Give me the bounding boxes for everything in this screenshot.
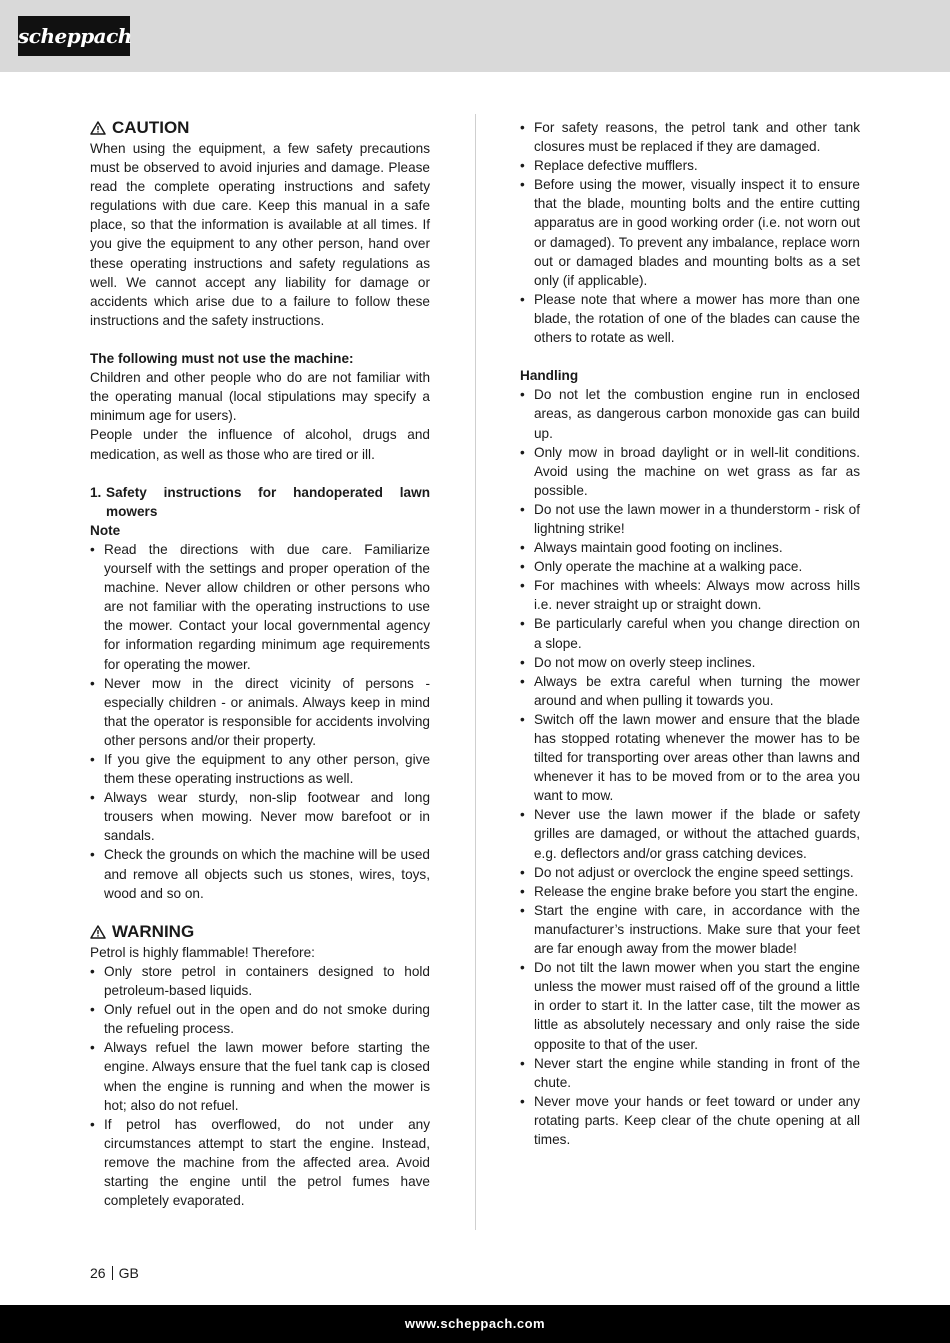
list-item: • Do not use the lawn mower in a thunderstorm - risk of lightning strike! [520,500,860,538]
list-item: • Always wear sturdy, non-slip footwear and long trousers when mowing. Never mow barefoot or in sandals. [90,788,430,845]
must-not-influence: People under the influence of alcohol, drugs and medication, as well as those who are tired or ill. [90,427,430,462]
section-1-title: Safety instructions for handoperated lawn mowers [106,484,430,519]
section-1-heading [90,483,430,521]
safety-list [520,118,860,347]
column-divider [475,114,476,1230]
page-separator [112,1266,113,1280]
page-language: GB [118,1265,139,1281]
list-item: • Release the engine brake before you start the engine. [520,882,860,901]
list-item: • Always be extra careful when turning the mower around and when pulling it towards you. [520,672,860,710]
must-not-children: Children and other people who do are not familiar with the operating manual (local stipulations may specify a minimum age for users). [90,370,430,424]
caution-text: When using the equipment, a few safety precautions must be observed to avoid injuries and damage. Please read the complete operating instructions and safety regulations with due care. Keep this manual in a safe place, so that the information is available at all times. If you give the equipment to any other person, hand over these operating instructions and safety regulations as well. We cannot accept any liability for damage or accidents which arise due to a failure to follow these instructions and the safety instructions. [90,141,430,328]
header-bar [0,0,950,72]
list-item: • Check the grounds on which the machine will be used and remove all objects such us stones, wires, toys, wood and so on. [90,845,430,902]
section-1-list [90,540,430,903]
list-item: • For safety reasons, the petrol tank and other tank closures must be replaced if they are damaged. [520,118,860,156]
warning-title: WARNING [112,921,195,941]
left-column [90,118,430,1210]
list-item: • For machines with wheels: Always mow across hills i.e. never straight up or straight down. [520,576,860,614]
page-number-value: 26 [90,1265,106,1281]
list-item: • Be particularly careful when you change direction on a slope. [520,614,860,652]
list-item: • Always refuel the lawn mower before starting the engine. Always ensure that the fuel tank cap is closed when the engine is running and when the mower is hot; also do not refuel. [90,1038,430,1114]
list-item: • If petrol has overflowed, do not under any circumstances attempt to start the engine. Instead, remove the machine from the affected area. Avoid starting the engine until the petrol fumes have completely evaporated. [90,1115,430,1210]
footer-bar [0,1305,950,1343]
list-item: • If you give the equipment to any other person, give them these operating instructions as well. [90,750,430,788]
handling-title: Handling [520,368,579,384]
list-item: • Never use the lawn mower if the blade or safety grilles are damaged, or without the attached guards, e.g. deflectors and/or grass catching devices. [520,805,860,862]
note-label: Note [90,522,121,538]
list-item: • Never move your hands or feet toward or under any rotating parts. Keep clear of the chute opening at all times. [520,1092,860,1149]
list-item: • Do not tilt the lawn mower when you start the engine unless the mower must raised off of the ground a little in order to start it. In the latter case, tilt the mower as little as absolutely necessary and only raise the side opposite to that of the user. [520,958,860,1053]
caution-heading [90,118,430,138]
list-item: • Start the engine with care, in accordance with the manufacturer’s instructions. Make sure that your feet are far enough away from the mower blade! [520,901,860,958]
handling-list [520,385,860,1149]
list-item: • Before using the mower, visually inspect it to ensure that the blade, mounting bolts and the entire cutting apparatus are in good working order (i.e. not worn out or damaged). To prevent any imbalance, replace worn out or damaged blades and mounting bolts as a set only (if applicable). [520,175,860,290]
list-item: • Only store petrol in containers designed to hold petroleum-based liquids. [90,962,430,1000]
list-item: • Please note that where a mower has more than one blade, the rotation of one of the blades can cause the others to rotate as well. [520,290,860,347]
list-item: • Always maintain good footing on inclines. [520,538,860,557]
warning-heading [90,922,430,942]
list-item: • Do not let the combustion engine run in enclosed areas, as dangerous carbon monoxide gas can build up. [520,385,860,442]
must-not-title: The following must not use the machine: [90,351,354,367]
warning-triangle-icon [90,925,106,939]
list-item: • Switch off the lawn mower and ensure that the blade has stopped rotating whenever the mower has to be tilted for transporting over areas other than lawns and whenever it has to be moved from or to the area you want to mow. [520,710,860,805]
right-column [520,118,860,1149]
page-number [90,1264,139,1282]
list-item: • Only refuel out in the open and do not smoke during the refueling process. [90,1000,430,1038]
warning-intro: Petrol is highly flammable! Therefore: [90,944,315,960]
footer-url[interactable]: www.scheppach.com [404,1316,546,1331]
list-item: • Only operate the machine at a walking pace. [520,557,860,576]
caution-title: CAUTION [112,118,190,137]
list-item: • Never start the engine while standing in front of the chute. [520,1054,860,1092]
list-item: • Replace defective mufflers. [520,156,860,175]
list-item: • Read the directions with due care. Familiarize yourself with the settings and proper operation of the machine. Never allow children or other persons who are not familiar with the operating instructions to use the mower. Contact your local governmental agency for information regarding minimum age requirements for operating the mower. [90,540,430,674]
list-item: • Never mow in the direct vicinity of persons - especially children - or animals. Always keep in mind that the operator is responsible for accidents involving other persons and/or their property. [90,674,430,750]
list-item: • Do not adjust or overclock the engine speed settings. [520,863,860,882]
brand-logo: scheppach [18,16,130,56]
warning-triangle-icon [90,121,106,135]
list-item: • Do not mow on overly steep inclines. [520,653,860,672]
section-1-number: 1. [90,484,102,500]
warning-list [90,962,430,1210]
list-item: • Only mow in broad daylight or in well-lit conditions. Avoid using the machine on wet grass as far as possible. [520,443,860,500]
